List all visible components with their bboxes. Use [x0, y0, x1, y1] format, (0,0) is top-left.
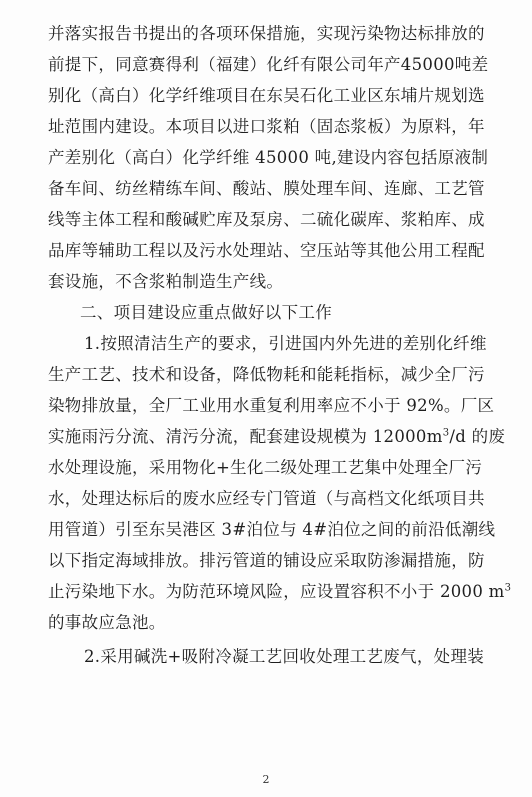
item1-line-text: 止污染地下水。为防范环境风险，应设置容积不小于 2000 m: [48, 582, 505, 601]
item1-line: [48, 576, 512, 607]
paragraph-line: 址范围内建设。本项目以进口浆粕（固态浆板）为原料，年: [48, 117, 485, 136]
item1-line-text: 实施雨污分流、清污分流，配套建设规模为 12000m: [48, 427, 443, 446]
item1-line: 水处理设施，采用物化+生化二级处理工艺集中处理全厂污: [48, 458, 483, 477]
item1-line: 生产工艺、技术和设备，降低物耗和能耗指标，减少全厂污: [48, 365, 485, 384]
item1-line: 1.按照清洁生产的要求，引进国内外先进的差别化纤维: [84, 334, 487, 353]
superscript-three: 3: [442, 427, 450, 439]
paragraph-line: 并落实报告书提出的各项环保措施，实现污染物达标排放的: [48, 24, 485, 43]
item2-line: 2.采用碱洗+吸附冷凝工艺回收处理工艺废气，处理装: [84, 647, 485, 666]
section-heading: 二、项目建设应重点做好以下工作: [80, 303, 332, 322]
paragraph-line: 线等主体工程和酸碱贮库及泵房、二硫化碳库、浆粕库、成: [48, 210, 485, 229]
paragraph-line: 品库等辅助工程以及污水处理站、空压站等其他公用工程配: [48, 241, 485, 260]
body-text: [48, 18, 512, 672]
superscript-three: 3: [504, 582, 512, 594]
item1-line: 水，处理达标后的废水应经专门管道（与高档文化纸项目共: [48, 489, 485, 508]
item1-line-text: /d 的废: [449, 427, 506, 446]
page-number: 2: [262, 773, 270, 786]
paragraph-line: 前提下，同意赛得利（福建）化纤有限公司年产45000吨差: [48, 55, 489, 74]
paragraph-line: 套设施，不含浆粕制造生产线。: [48, 272, 284, 291]
item1-line: 染物排放量，全厂工业用水重复利用率应不小于 92%。厂区: [48, 396, 495, 415]
paragraph-line: 产差别化（高白）化学纤维 45000 吨,建设内容包括原液制: [48, 148, 489, 167]
item1-line: 用管道）引至东吴港区 3#泊位与 4#泊位之间的前沿低潮线: [48, 520, 496, 539]
item1-line: [48, 421, 506, 452]
paragraph-line: 备车间、纺丝精练车间、酸站、膜处理车间、连廊、工艺管: [48, 179, 485, 198]
item1-line: 以下指定海域排放。排污管道的铺设应采取防渗漏措施，防: [48, 551, 485, 570]
paragraph-line: 别化（高白）化学纤维项目在东吴石化工业区东埔片规划选: [48, 86, 485, 105]
item1-line: 的事故应急池。: [48, 613, 166, 632]
